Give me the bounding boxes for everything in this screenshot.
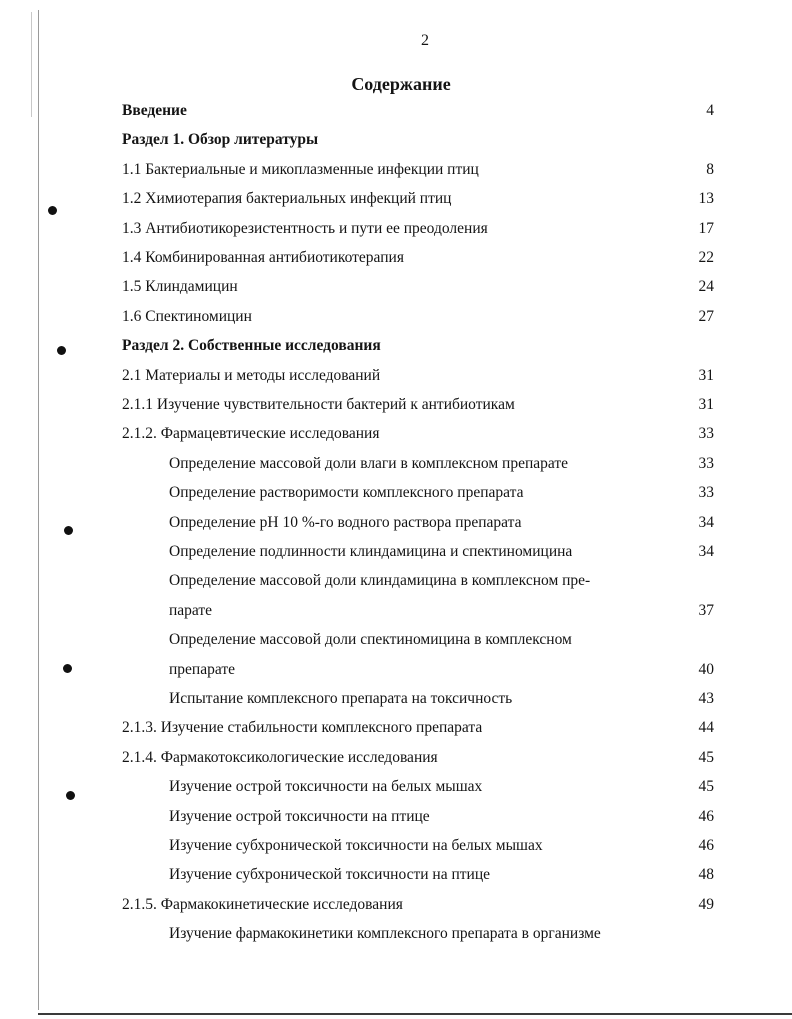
toc-entry-page: 24 bbox=[698, 278, 714, 296]
toc-entry-page: 46 bbox=[698, 837, 714, 854]
toc-entry bbox=[0, 308, 792, 337]
toc-entry bbox=[0, 102, 792, 131]
toc-entry bbox=[0, 161, 792, 190]
toc-entry-title: Определение pH 10 %-го водного раствора препарата bbox=[169, 513, 522, 531]
toc-entry-page: 46 bbox=[698, 807, 714, 825]
toc-entry-title: 2.1.2. Фармацевтические исследования bbox=[122, 425, 380, 443]
toc-entry bbox=[0, 514, 792, 543]
toc-entry-title: Изучение острой токсичности на птице bbox=[169, 807, 430, 825]
scan-bottom-edge bbox=[38, 1013, 792, 1015]
page-number: 2 bbox=[421, 32, 429, 49]
toc-entry-page: 22 bbox=[698, 249, 714, 266]
toc-entry-title: 1.6 Спектиномицин bbox=[122, 307, 252, 325]
toc-entry bbox=[0, 190, 792, 219]
toc-entry-title: 1.3 Антибиотикорезистентность и пути ее преодоления bbox=[122, 219, 488, 237]
toc-entry-title: 1.1 Бактериальные и микоплазменные инфекции птиц bbox=[122, 160, 479, 178]
toc-entry-title: Изучение фармакокинетики комплексного препарата в организме bbox=[169, 925, 601, 943]
toc-entry bbox=[0, 337, 792, 366]
toc-entry-page: 34 bbox=[698, 513, 714, 531]
toc-entry bbox=[0, 484, 792, 513]
toc-entry bbox=[0, 866, 792, 895]
toc-entry bbox=[0, 572, 792, 601]
toc-entry bbox=[0, 249, 792, 278]
toc-entry-title: препарате bbox=[169, 660, 235, 678]
toc-entry-page: 17 bbox=[698, 219, 714, 237]
toc-entry-title: Введение bbox=[122, 102, 187, 119]
toc-entry-page: 8 bbox=[706, 160, 714, 178]
toc-entry bbox=[0, 808, 792, 837]
toc-entry bbox=[0, 661, 792, 690]
toc-entry bbox=[0, 631, 792, 660]
toc-entry bbox=[0, 602, 792, 631]
toc-entry-page: 31 bbox=[698, 366, 714, 384]
toc-entry-title: 2.1.3. Изучение стабильности комплексного препарата bbox=[122, 719, 483, 737]
toc-entry-title: Определение массовой доли клиндамицина в комплексном пре- bbox=[169, 572, 591, 590]
toc-entry bbox=[0, 131, 792, 160]
toc-entry-page: 43 bbox=[698, 690, 714, 707]
toc-entry bbox=[0, 220, 792, 249]
toc-entry-title: 2.1.5. Фармакокинетические исследования bbox=[122, 895, 403, 913]
toc-entry bbox=[0, 778, 792, 807]
toc-entry-title: 2.1.1 Изучение чувствительности бактерий к антибиотикам bbox=[122, 396, 515, 413]
toc-entry-title: Испытание комплексного препарата на токсичность bbox=[169, 690, 513, 707]
toc-entry-title: Изучение острой токсичности на белых мышах bbox=[169, 778, 483, 796]
toc-entry-title: Раздел 1. Обзор литературы bbox=[122, 131, 319, 149]
toc-entry-title: Определение подлинности клиндамицина и спектиномицина bbox=[169, 543, 573, 560]
page-title: Содержание bbox=[351, 74, 451, 94]
toc-entry-title: Определение растворимости комплексного препарата bbox=[169, 484, 524, 502]
toc-entry bbox=[0, 719, 792, 748]
toc-entry-page: 44 bbox=[698, 719, 714, 737]
toc-entry-title: парате bbox=[169, 601, 213, 619]
toc-entry-title: 2.1.4. Фармакотоксикологические исследования bbox=[122, 748, 438, 766]
toc-entry-page: 13 bbox=[698, 190, 714, 208]
toc-entry-page: 33 bbox=[698, 454, 714, 472]
toc-entry-page: 34 bbox=[698, 543, 714, 560]
toc-entry bbox=[0, 837, 792, 866]
toc-entry-title: 1.4 Комбинированная антибиотикотерапия bbox=[122, 249, 404, 266]
toc-entry bbox=[0, 455, 792, 484]
toc-entry-title: Изучение субхронической токсичности на белых мышах bbox=[169, 837, 543, 854]
toc-entry-page: 40 bbox=[698, 660, 714, 678]
toc-entry-page: 27 bbox=[698, 307, 714, 325]
toc-entry bbox=[0, 278, 792, 307]
toc-entry-page: 33 bbox=[698, 425, 714, 443]
toc-entry-page: 33 bbox=[698, 484, 714, 502]
toc-entry-title: 1.5 Клиндамицин bbox=[122, 278, 238, 296]
toc-entry bbox=[0, 749, 792, 778]
toc-entry-title: 1.2 Химиотерапия бактериальных инфекций птиц bbox=[122, 190, 452, 208]
toc-entry bbox=[0, 690, 792, 719]
toc-entry-page: 37 bbox=[698, 601, 714, 619]
toc-entry-title: 2.1 Материалы и методы исследований bbox=[122, 366, 381, 384]
toc-entry-title: Изучение субхронической токсичности на птице bbox=[169, 866, 490, 884]
toc-entry bbox=[0, 396, 792, 425]
toc-entry bbox=[0, 367, 792, 396]
toc-entry bbox=[0, 925, 792, 954]
toc-entry-page: 49 bbox=[698, 895, 714, 913]
toc-entry bbox=[0, 543, 792, 572]
toc-entry-page: 31 bbox=[698, 396, 714, 413]
toc-entry-title: Определение массовой доли спектиномицина в комплексном bbox=[169, 631, 572, 649]
toc-entry-page: 48 bbox=[698, 866, 714, 884]
toc-entry-title: Раздел 2. Собственные исследования bbox=[122, 337, 381, 355]
toc-entry-page: 45 bbox=[698, 778, 714, 796]
toc-entry bbox=[0, 896, 792, 925]
toc-entry-title: Определение массовой доли влаги в комплексном препарате bbox=[169, 454, 569, 472]
toc-entry-page: 4 bbox=[706, 102, 714, 119]
toc-entry-page: 45 bbox=[698, 748, 714, 766]
toc-entry bbox=[0, 425, 792, 454]
